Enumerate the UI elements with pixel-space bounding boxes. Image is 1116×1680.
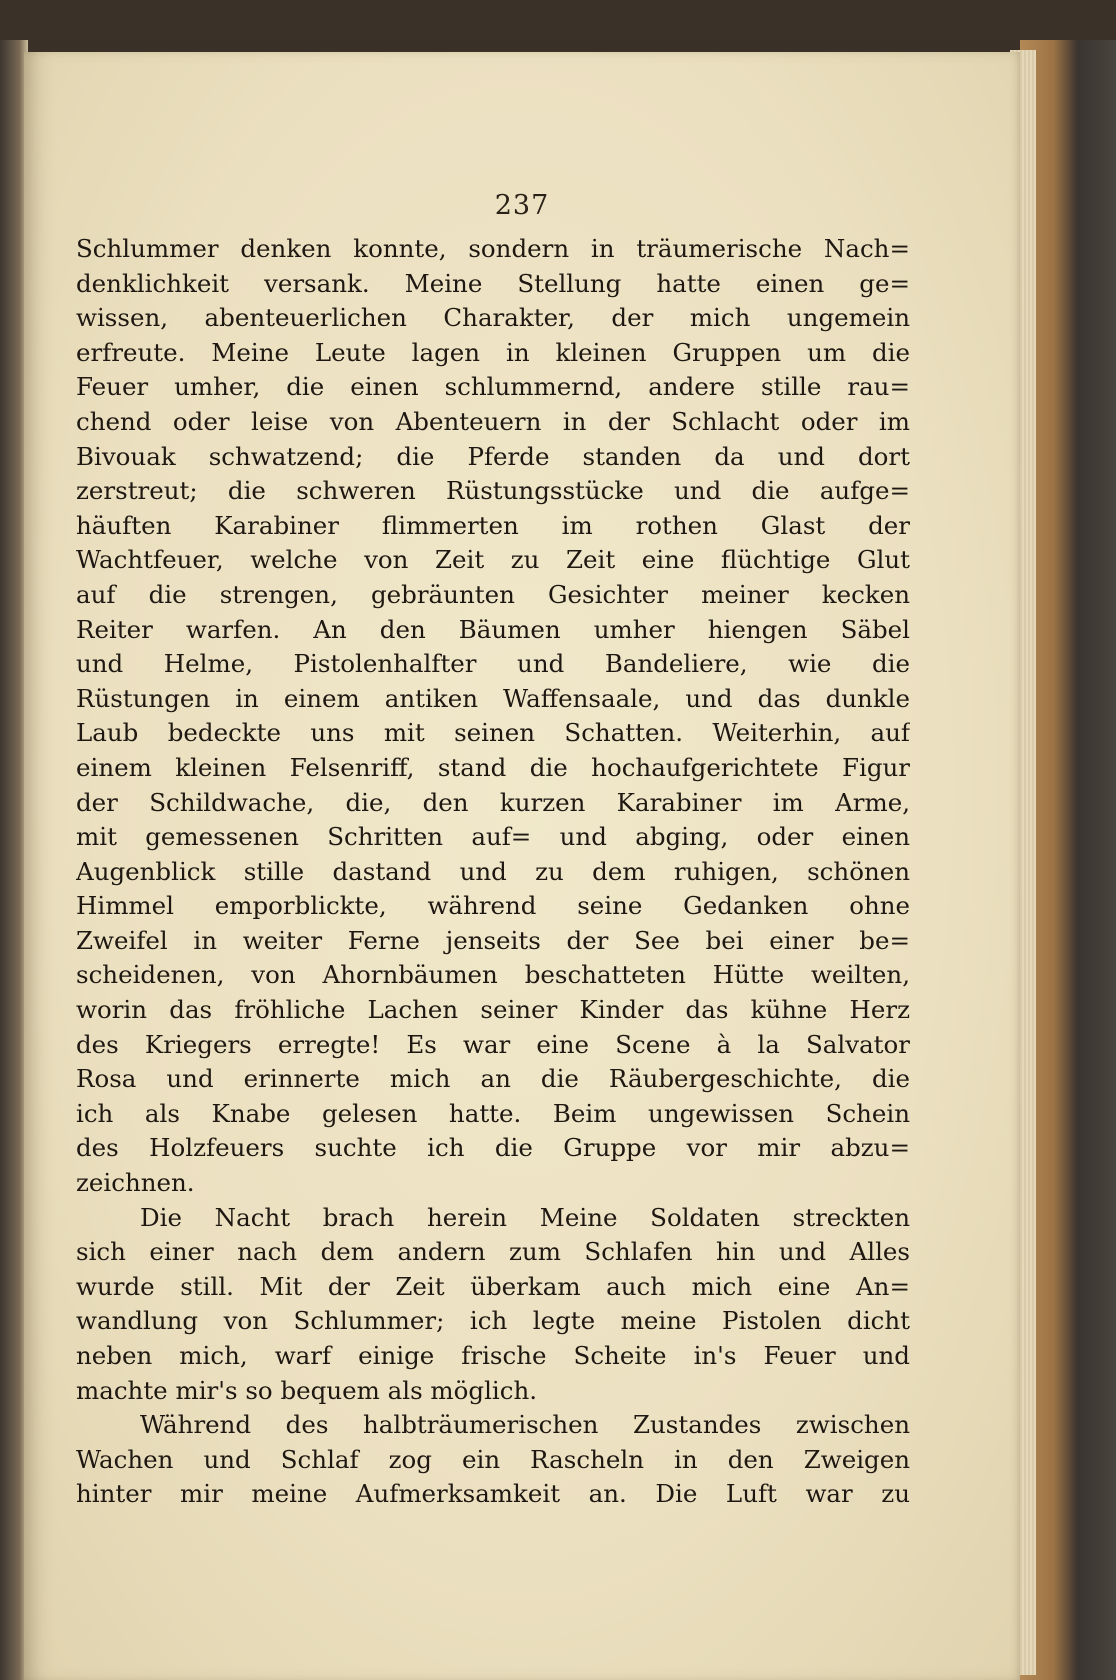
page-number: 237 [494,190,550,221]
text-line: Bivouak schwatzend; die Pferde standen da und dort [76,441,910,471]
text-line: des Kriegers erregte! Es war eine Scene à la Salvator [76,1029,910,1059]
text-line: wissen, abenteuerlichen Charakter, der mich ungemein [76,303,910,333]
text-line: Wachtfeuer, welche von Zeit zu Zeit eine flüchtige Glut [76,545,910,575]
text-line: sich einer nach dem andern zum Schlafen hin und Alles [76,1237,910,1267]
text-line: Wachen und Schlaf zog ein Rascheln in den Zweigen [76,1444,910,1474]
text-line: häuften Karabiner flimmerten im rothen Glast der [76,510,910,540]
text-line: ich als Knabe gelesen hatte. Beim ungewissen Schein [76,1098,910,1128]
text-line: einem kleinen Felsenriff, stand die hochaufgerichtete Figur [76,752,910,782]
text-line: scheidenen, von Ahornbäumen beschatteten Hütte weilten, [76,960,910,990]
text-line: denklichkeit versank. Meine Stellung hatte einen ge= [76,268,910,298]
text-line: machte mir's so bequem als möglich. [76,1375,538,1405]
text-line: worin das fröhliche Lachen seiner Kinder das kühne Herz [76,995,910,1025]
text-line: Reiter warfen. An den Bäumen umher hiengen Säbel [76,614,910,644]
text-line: Augenblick stille dastand und zu dem ruhigen, schönen [76,856,910,886]
text-line: Zweifel in weiter Ferne jenseits der See bei einer be= [76,925,910,955]
text-line: Feuer umher, die einen schlummernd, andere stille rau= [76,372,910,402]
text-line: hinter mir meine Aufmerksamkeit an. Die Luft war zu [76,1479,910,1509]
text-line: chend oder leise von Abenteuern in der Schlacht oder im [76,406,910,436]
text-line: neben mich, warf einige frische Scheite in's Feuer und [76,1341,910,1370]
text-line: Laub bedeckte uns mit seinen Schatten. Weiterhin, auf [76,718,910,748]
text-line: Schlummer denken konnte, sondern in träumerische Nach= [76,234,910,263]
text-line: wandlung von Schlummer; ich legte meine Pistolen dicht [76,1306,910,1336]
text-line: des Holzfeuers suchte ich die Gruppe vor mir abzu= [76,1133,910,1163]
text-line: zeichnen. [76,1168,195,1198]
page-text-block [76,232,910,1512]
text-line: erfreute. Meine Leute lagen in kleinen Gruppen um die [76,337,910,367]
text-line: Himmel emporblickte, während seine Gedanken ohne [76,891,910,921]
text-line: auf die strengen, gebräunten Gesichter meiner kecken [76,579,910,609]
text-line: zerstreut; die schweren Rüstungsstücke und die aufge= [76,476,910,506]
text-line: der Schildwache, die, den kurzen Karabiner im Arme, [76,787,910,817]
text-line: wurde still. Mit der Zeit überkam auch mich eine An= [76,1271,910,1301]
text-line: mit gemessenen Schritten auf= und abging, oder einen [76,822,910,852]
text-line: und Helme, Pistolenhalfter und Bandeliere, wie die [76,649,910,679]
text-line: Während des halbträumerischen Zustandes zwischen [140,1410,910,1440]
text-line: Rüstungen in einem antiken Waffensaale, und das dunkle [76,683,910,713]
text-line: Die Nacht brach herein Meine Soldaten streckten [140,1202,910,1232]
text-line: Rosa und erinnerte mich an die Räubergeschichte, die [76,1064,910,1094]
book-page [24,52,1020,1680]
